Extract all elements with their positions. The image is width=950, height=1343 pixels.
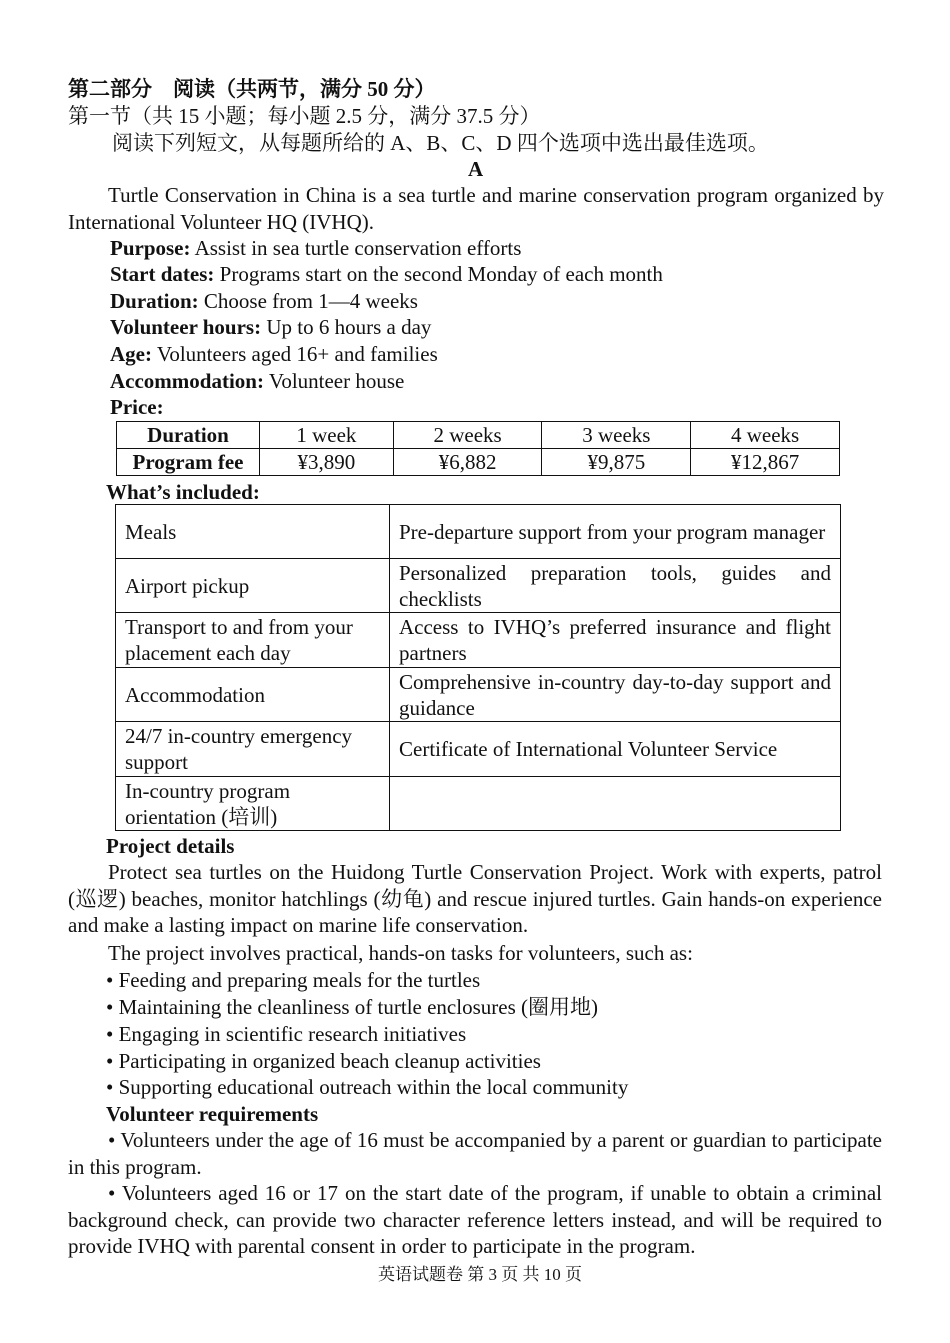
- fact-value: Programs start on the second Monday of each month: [214, 262, 663, 286]
- part-title: 第二部分 阅读（共两节，满分 50 分）: [68, 77, 436, 101]
- section-title: [68, 103, 541, 129]
- duration-cell: 3 weeks: [542, 422, 691, 449]
- included-row: [116, 559, 841, 613]
- project-paragraph: Protect sea turtles on the Huidong Turtle Conservation Project. Work with experts, patrol (巡逻) beaches, monitor hatchlings (幼龟) and rescue injured turtles. Gain hands-on experience and make a lasting impact on marine life conservation.: [68, 860, 882, 937]
- page-footer: 英语试题卷 第 3 页 共 10 页: [378, 1265, 582, 1284]
- included-left-cell: Transport to and from your placement each day: [116, 613, 390, 668]
- included-right-cell: Personalized preparation tools, guides and checklists: [390, 559, 841, 613]
- requirement-item: • Volunteers under the age of 16 must be accompanied by a parent or guardian to participate in this program.: [68, 1128, 882, 1179]
- included-right-cell: Pre-departure support from your program manager: [390, 505, 841, 559]
- fact-value: Volunteers aged 16+ and families: [151, 342, 438, 366]
- tasks-intro: The project involves practical, hands-on tasks for volunteers, such as:: [108, 941, 693, 965]
- fact-label: Start dates:: [110, 262, 215, 286]
- included-row: [116, 777, 841, 831]
- price-row-duration: [117, 422, 840, 449]
- included-row: [116, 505, 841, 559]
- included-left-cell: Accommodation: [116, 668, 390, 722]
- intro-paragraph: Turtle Conservation in China is a sea turtle and marine conservation program organized by International Volunteer HQ (IVHQ).: [68, 183, 884, 234]
- included-right-cell: Certificate of International Volunteer Service: [390, 722, 841, 777]
- fact-value: Choose from 1—4 weeks: [198, 289, 418, 313]
- fact-value: Assist in sea turtle conservation efforts: [190, 236, 522, 260]
- fact-label: Volunteer hours:: [110, 315, 262, 339]
- task-item: • Supporting educational outreach within the local community: [106, 1075, 629, 1099]
- task-item: • Maintaining the cleanliness of turtle enclosures (圈用地): [106, 995, 598, 1019]
- task-item: • Participating in organized beach cleanup activities: [106, 1049, 541, 1073]
- fact-value: Up to 6 hours a day: [261, 315, 432, 339]
- section-title-text: 第一节（共 15 小题；每小题 2.5 分，满分 37.5 分）: [68, 104, 541, 128]
- fact-start-dates: [110, 261, 663, 287]
- fact-age: [110, 341, 438, 367]
- included-left-cell: 24/7 in-country emergency support: [116, 722, 390, 777]
- fact-label: Duration:: [110, 289, 199, 313]
- included-left-cell: Airport pickup: [116, 559, 390, 613]
- fee-cell: ¥12,867: [691, 449, 840, 476]
- row-header: Duration: [117, 422, 260, 449]
- fact-duration: [110, 288, 418, 314]
- price-row-fee: [117, 449, 840, 476]
- included-row: [116, 613, 841, 668]
- fee-cell: ¥6,882: [393, 449, 542, 476]
- included-left-cell: Meals: [116, 505, 390, 559]
- fact-price: [110, 394, 164, 420]
- included-left-cell: In-country program orientation (培训): [116, 777, 390, 831]
- fee-cell: ¥9,875: [542, 449, 691, 476]
- requirements-heading: Volunteer requirements: [106, 1102, 319, 1126]
- project-heading: Project details: [106, 834, 235, 858]
- requirement-item: • Volunteers aged 16 or 17 on the start date of the program, if unable to obtain a criminal background check, can provide two character reference letters instead, and will be required to provide IVHQ with parental consent in order to participate in the program.: [68, 1181, 882, 1258]
- fact-accommodation: [110, 368, 404, 394]
- fact-label: Purpose:: [110, 236, 191, 260]
- duration-cell: 4 weeks: [691, 422, 840, 449]
- row-header: Program fee: [117, 449, 260, 476]
- fact-purpose: [110, 235, 521, 261]
- fact-label: Age:: [110, 342, 152, 366]
- price-table: [116, 421, 840, 476]
- fact-label: Accommodation:: [110, 369, 264, 393]
- task-item: • Feeding and preparing meals for the turtles: [106, 968, 481, 992]
- included-right-cell: [390, 777, 841, 831]
- included-heading: What’s included:: [106, 480, 260, 504]
- fact-label: Price:: [110, 395, 164, 419]
- included-right-cell: Access to IVHQ’s preferred insurance and flight partners: [390, 613, 841, 668]
- task-item: • Engaging in scientific research initiatives: [106, 1022, 467, 1046]
- included-right-cell: Comprehensive in-country day-to-day support and guidance: [390, 668, 841, 722]
- fee-cell: ¥3,890: [260, 449, 394, 476]
- fact-volunteer-hours: [110, 314, 431, 340]
- included-table: [115, 504, 841, 831]
- passage-letter: A: [468, 157, 484, 181]
- included-row: [116, 722, 841, 777]
- fact-value: Volunteer house: [263, 369, 405, 393]
- duration-cell: 1 week: [260, 422, 394, 449]
- instruction: 阅读下列短文，从每题所给的 A、B、C、D 四个选项中选出最佳选项。: [112, 131, 769, 155]
- duration-cell: 2 weeks: [393, 422, 542, 449]
- included-row: [116, 668, 841, 722]
